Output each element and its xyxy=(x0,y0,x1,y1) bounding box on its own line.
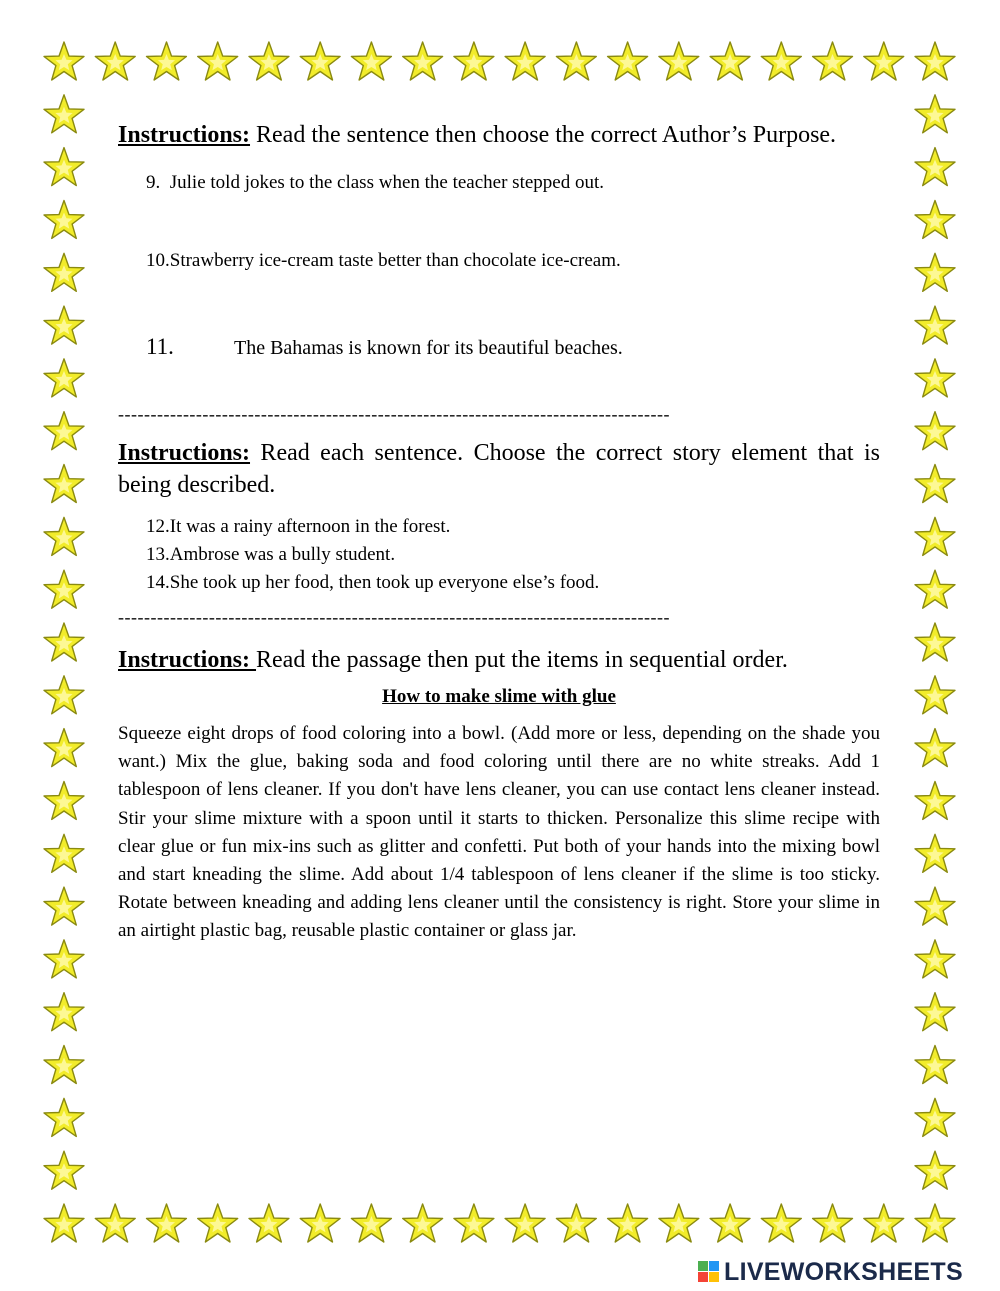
question-number: 10. xyxy=(146,250,170,271)
star-icon xyxy=(608,42,648,80)
star-icon xyxy=(403,42,443,80)
question-text: The Bahamas is known for its beautiful beaches. xyxy=(234,337,623,359)
star-icon xyxy=(198,1204,238,1242)
question-text: It was a rainy afternoon in the forest. xyxy=(169,516,451,537)
star-icon xyxy=(710,42,750,80)
star-icon xyxy=(915,201,955,239)
star-icon xyxy=(915,623,955,661)
star-icon xyxy=(249,42,289,80)
star-icon xyxy=(608,1204,648,1242)
star-icon xyxy=(915,359,955,397)
question-item xyxy=(146,569,880,597)
question-item xyxy=(146,541,880,569)
star-icon xyxy=(44,1204,84,1242)
star-icon xyxy=(915,887,955,925)
star-icon xyxy=(44,412,84,450)
question-item xyxy=(118,333,880,362)
star-icon xyxy=(147,1204,187,1242)
star-icon xyxy=(915,465,955,503)
star-icon xyxy=(864,1204,904,1242)
star-icon xyxy=(659,42,699,80)
star-icon xyxy=(351,1204,391,1242)
star-icon xyxy=(44,42,84,80)
star-icon xyxy=(915,1204,955,1242)
star-icon xyxy=(915,676,955,714)
question-number: 9. xyxy=(146,172,161,193)
star-icon xyxy=(813,42,853,80)
star-icon xyxy=(198,42,238,80)
instructions-label: Instructions: xyxy=(118,122,251,148)
star-icon xyxy=(915,412,955,450)
star-icon xyxy=(915,940,955,978)
passage-title: How to make slime with glue xyxy=(382,686,616,707)
instructions-text: Read the sentence then choose the correct Author’s Purpose. xyxy=(250,122,837,148)
instructions-text: Read the passage then put the items in sequential order. xyxy=(256,647,788,673)
star-icon xyxy=(915,570,955,608)
star-icon xyxy=(556,1204,596,1242)
star-icon xyxy=(454,1204,494,1242)
liveworksheets-logo xyxy=(698,1255,988,1289)
question-number: 11. xyxy=(146,334,174,359)
liveworksheets-brand: LIVEWORKSHEETS xyxy=(724,1258,963,1286)
question-text: Strawberry ice-cream taste better than chocolate ice-cream. xyxy=(169,250,621,271)
star-icon xyxy=(44,1046,84,1084)
question-list xyxy=(118,513,880,597)
question-number: 13. xyxy=(146,544,170,565)
star-icon xyxy=(44,570,84,608)
star-icon xyxy=(915,517,955,555)
star-icon xyxy=(147,42,187,80)
star-icon xyxy=(505,1204,545,1242)
star-icon xyxy=(403,1204,443,1242)
star-icon xyxy=(915,1151,955,1189)
instructions-label: Instructions: xyxy=(118,647,257,673)
star-icon xyxy=(761,42,801,80)
star-icon xyxy=(44,676,84,714)
star-icon xyxy=(915,253,955,291)
star-icon xyxy=(915,306,955,344)
question-item xyxy=(118,247,880,275)
instructions-purpose xyxy=(118,112,880,158)
instructions-label: Instructions: xyxy=(118,440,251,466)
star-icon xyxy=(710,1204,750,1242)
star-icon xyxy=(915,95,955,133)
star-icon xyxy=(915,729,955,767)
star-icon xyxy=(249,1204,289,1242)
star-icon xyxy=(44,782,84,820)
star-icon xyxy=(44,465,84,503)
star-icon xyxy=(915,148,955,186)
star-icon xyxy=(505,42,545,80)
star-icon xyxy=(44,95,84,133)
star-icon xyxy=(915,42,955,80)
star-icon xyxy=(44,887,84,925)
question-item xyxy=(118,169,880,197)
star-icon xyxy=(351,42,391,80)
question-number: 12. xyxy=(146,516,170,537)
worksheet-content xyxy=(118,112,880,946)
star-icon xyxy=(44,306,84,344)
star-icon xyxy=(915,834,955,872)
star-icon xyxy=(813,1204,853,1242)
passage-text: Squeeze eight drops of food coloring into a bowl. (Add more or less, depending on the shade you want.) Mix the glue, baking soda and food coloring until there are no white streaks. Add 1 tablespoon of lens cleaner. If you don't have lens cleaner, you can use contact lens cleaner instead. Stir your slime mixture with a spoon until it starts to thicken. Personalize this slime recipe with clear glue or fun mix-ins such as glitter and confetti. Put both of your hands into the mixing bowl and start kneading the slime. Add about 1/4 tablespoon of lens cleaner if the slime is too sticky. Rotate between kneading and adding lens cleaner until the consistency is right. Store your slime in an airtight plastic bag, reusable plastic container or glass jar. xyxy=(118,723,880,942)
star-icon xyxy=(44,1151,84,1189)
star-icon xyxy=(915,782,955,820)
star-icon xyxy=(44,359,84,397)
question-text: She took up her food, then took up everyone else’s food. xyxy=(169,572,600,593)
star-icon xyxy=(44,834,84,872)
star-icon xyxy=(44,729,84,767)
star-icon xyxy=(300,42,340,80)
star-icon xyxy=(44,517,84,555)
instructions-story-element xyxy=(118,437,880,501)
star-icon xyxy=(454,42,494,80)
section-divider: ------------------------------------------------------------------------------------- xyxy=(118,404,671,424)
star-icon xyxy=(44,148,84,186)
liveworksheets-mark-icon xyxy=(698,1261,720,1283)
star-icon xyxy=(44,1098,84,1136)
instructions-sequence xyxy=(118,644,880,676)
star-icon xyxy=(915,1098,955,1136)
question-item xyxy=(146,513,880,541)
star-icon xyxy=(915,993,955,1031)
star-icon xyxy=(44,623,84,661)
question-number: 14. xyxy=(146,572,170,593)
star-icon xyxy=(95,1204,135,1242)
star-icon xyxy=(44,253,84,291)
star-icon xyxy=(44,940,84,978)
star-icon xyxy=(659,1204,699,1242)
star-icon xyxy=(556,42,596,80)
instructions-text: Read each sentence. Choose the correct story element that is being described. xyxy=(118,440,880,498)
question-text: Ambrose was a bully student. xyxy=(169,544,396,565)
star-icon xyxy=(300,1204,340,1242)
star-icon xyxy=(761,1204,801,1242)
star-icon xyxy=(915,1046,955,1084)
star-icon xyxy=(44,993,84,1031)
star-icon xyxy=(44,201,84,239)
section-divider: ------------------------------------------------------------------------------------- xyxy=(118,607,671,627)
star-icon xyxy=(864,42,904,80)
question-text: Julie told jokes to the class when the teacher stepped out. xyxy=(169,172,604,193)
star-icon xyxy=(95,42,135,80)
